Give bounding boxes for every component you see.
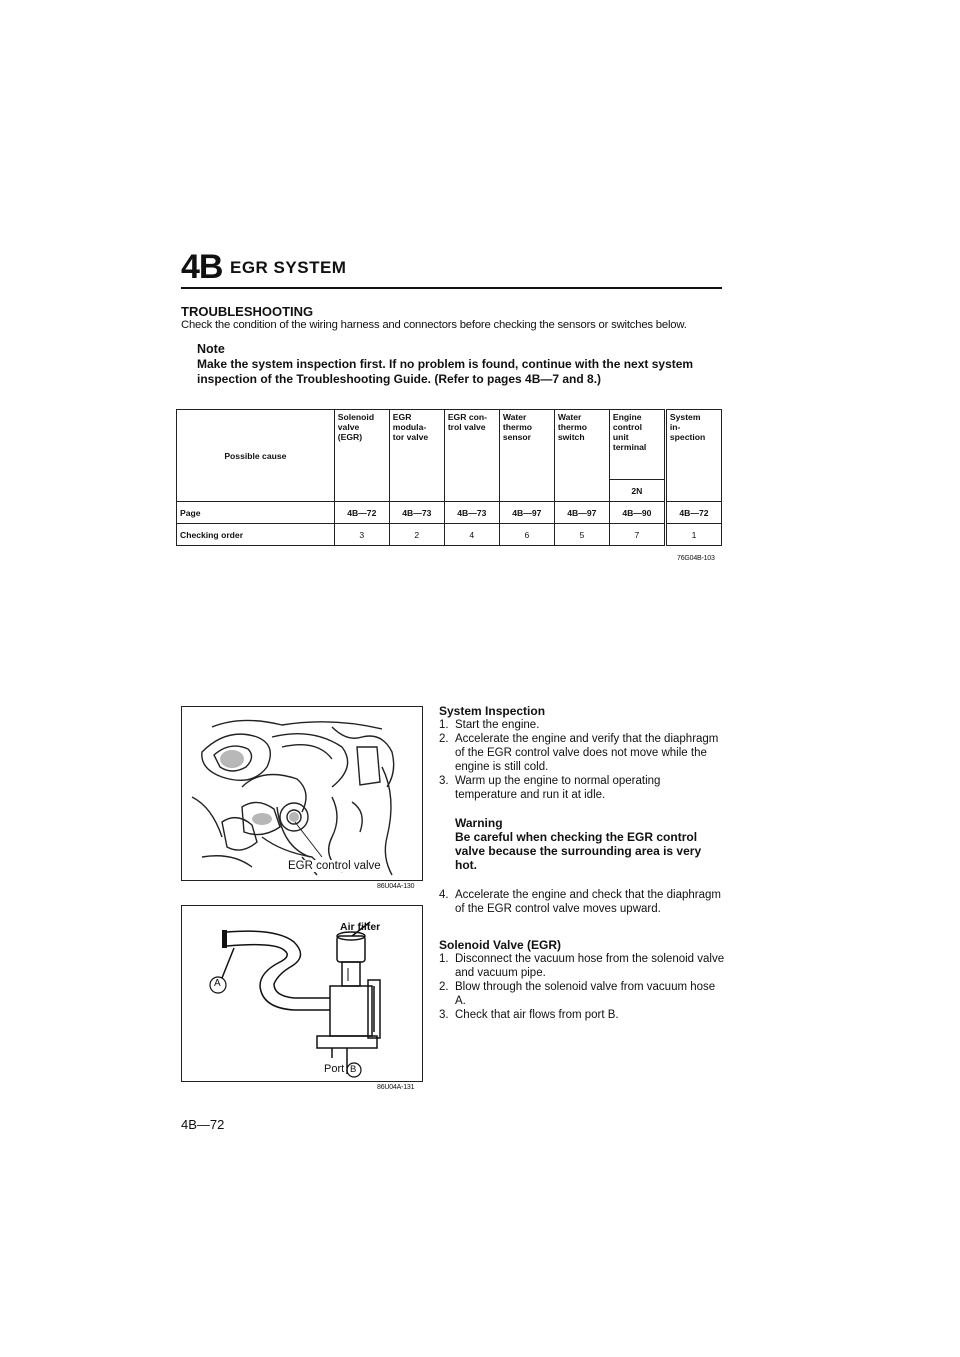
table-cell: 4B—72: [665, 502, 721, 524]
table-figure-code: 76G04B-103: [677, 555, 715, 562]
table-cell: 7: [609, 524, 665, 546]
figure1-label: EGR control valve: [288, 860, 381, 872]
callout-b-label: B: [350, 1064, 357, 1075]
table-cell: 4B—72: [334, 502, 389, 524]
warning-block: [455, 816, 725, 872]
figure1-code: 86U04A-130: [377, 883, 415, 890]
table-cell: 4B—97: [499, 502, 554, 524]
list-item: 2. Blow through the solenoid valve from vacuum hose A.: [439, 981, 716, 1007]
table-cell: 5: [554, 524, 609, 546]
table-row: [177, 524, 722, 546]
table-cell: 4B—73: [444, 502, 499, 524]
col-header-engine-unit: Engine control unit terminal: [609, 410, 665, 480]
warning-text: Be careful when checking the EGR control valve because the surrounding area is very hot.: [455, 830, 702, 872]
table-cell: 6: [499, 524, 554, 546]
list-item: 2. Accelerate the engine and verify that the diaphragm of the EGR control valve does not move while the engine is still cold.: [439, 733, 719, 773]
troubleshooting-title: TROUBLESHOOTING: [181, 304, 314, 319]
col-header-egr-control: EGR con- trol valve: [444, 410, 499, 502]
col-header-water-switch: Water thermo switch: [554, 410, 609, 502]
egr-control-valve-figure: [181, 706, 423, 881]
solenoid-valve-illustration: [182, 906, 422, 1081]
col-header-water-sensor: Water thermo sensor: [499, 410, 554, 502]
note-block: [197, 342, 727, 387]
table-row: [177, 502, 722, 524]
system-inspection-step4: [439, 888, 725, 916]
solenoid-valve-steps: [439, 952, 725, 1022]
page-number: 4B—72: [181, 1117, 225, 1132]
table-cell: 4: [444, 524, 499, 546]
section-code: 4B: [181, 248, 223, 286]
callout-a-label: A: [214, 978, 221, 989]
list-item: 1. Start the engine.: [439, 719, 540, 731]
row-label-checking-order: Checking order: [177, 524, 335, 546]
col-header-system-inspection: System in- spection: [665, 410, 721, 502]
checking-order-table: [176, 409, 722, 546]
cause-header: Possible cause: [177, 410, 335, 502]
header-divider: [181, 287, 722, 289]
note-text: Make the system inspection first. If no problem is found, continue with the next system inspection of the Troubleshooting Guide. (Refer to pages 4B—7 and 8.): [197, 357, 694, 386]
warning-label: Warning: [455, 816, 503, 830]
col-header-solenoid: Solenoid valve (EGR): [334, 410, 389, 502]
system-inspection-steps: [439, 718, 725, 802]
list-item: 3. Check that air flows from port B.: [439, 1009, 619, 1021]
col-subheader-terminal: 2N: [609, 480, 665, 502]
engine-illustration: [182, 707, 422, 880]
solenoid-valve-figure: [181, 905, 423, 1082]
air-filter-label: Air filter: [340, 921, 381, 933]
section-title: EGR SYSTEM: [230, 258, 347, 277]
table-cell: 1: [665, 524, 721, 546]
list-item: 3. Warm up the engine to normal operating temperature and run it at idle.: [439, 775, 661, 801]
troubleshooting-intro: Check the condition of the wiring harness and connectors before checking the sensors or switches below.: [181, 319, 687, 331]
table-cell: 4B—73: [389, 502, 444, 524]
list-item: 1. Disconnect the vacuum hose from the solenoid valve and vacuum pipe.: [439, 953, 725, 979]
col-header-egr-modulator: EGR modula- tor valve: [389, 410, 444, 502]
port-label: Port: [324, 1063, 345, 1075]
solenoid-valve-section: [439, 938, 725, 1022]
figure2-code: 86U04A-131: [377, 1084, 415, 1091]
table-cell: 4B—90: [609, 502, 665, 524]
list-item: 4. Accelerate the engine and check that the diaphragm of the EGR control valve moves upward.: [439, 889, 721, 915]
note-label: Note: [197, 342, 225, 356]
system-inspection-title: System Inspection: [439, 704, 546, 718]
system-inspection-section: [439, 704, 725, 916]
row-label-page: Page: [177, 502, 335, 524]
table-cell: 4B—97: [554, 502, 609, 524]
table-cell: 2: [389, 524, 444, 546]
table-cell: 3: [334, 524, 389, 546]
solenoid-valve-title: Solenoid Valve (EGR): [439, 938, 562, 952]
